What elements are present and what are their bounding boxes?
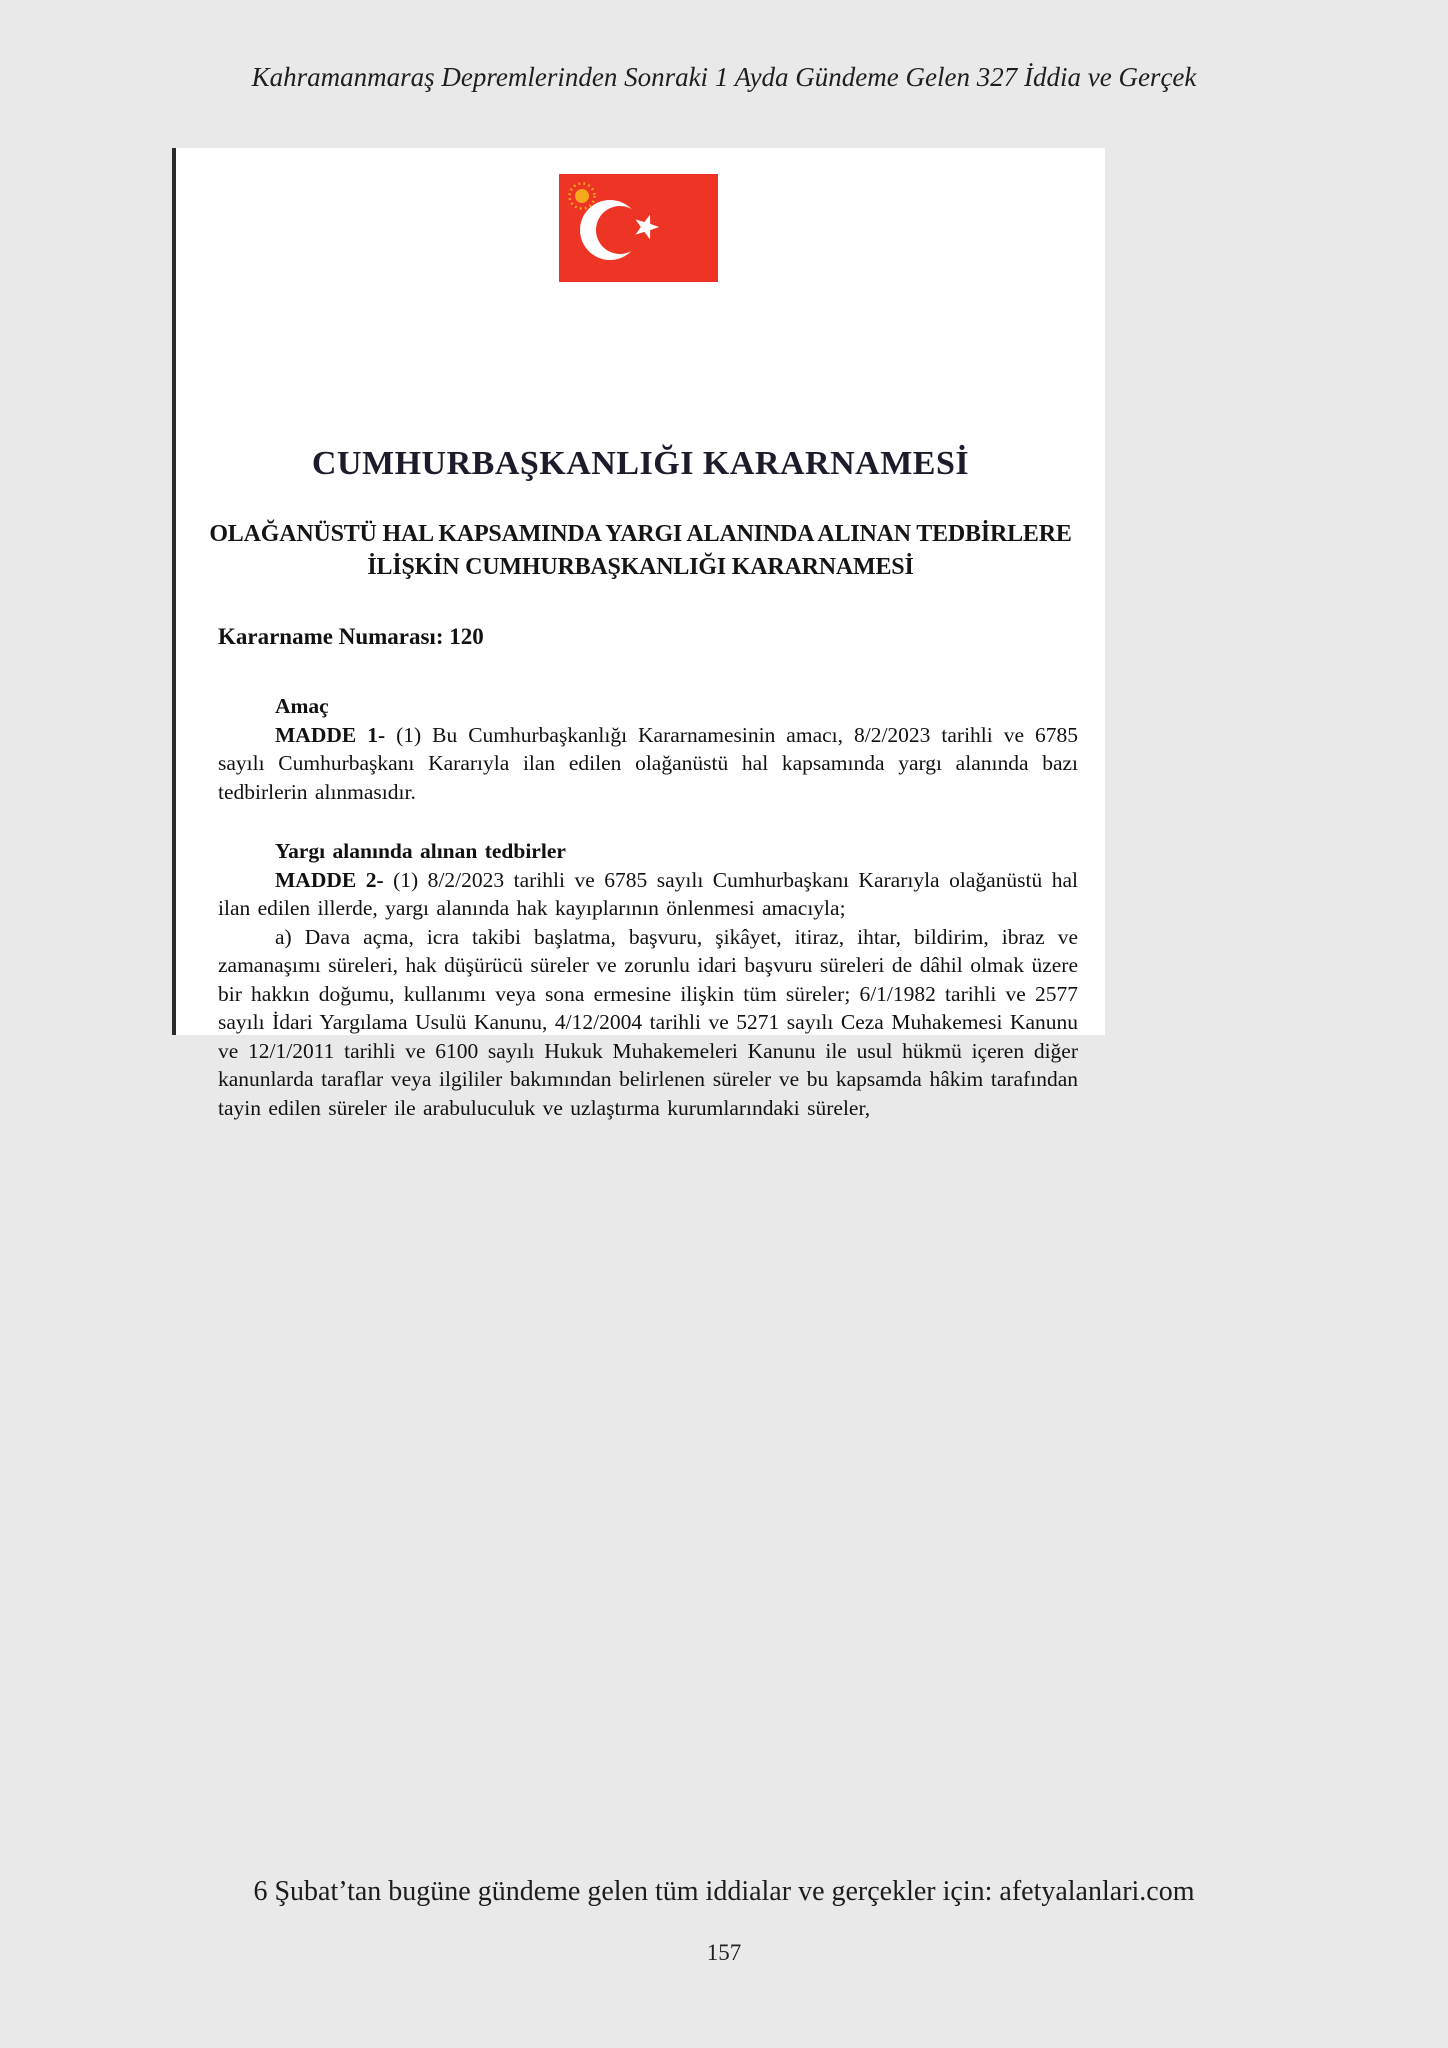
decree-subtitle [176,518,1105,584]
turkish-presidential-flag-icon [559,174,718,282]
decree-title: CUMHURBAŞKANLIĞI KARARNAMESİ [311,445,970,482]
paragraph-madde2 [218,866,1078,923]
page-number: 157 [706,1940,742,1965]
madde2-label: MADDE 2- [275,867,384,892]
section-heading-tedbirler: Yargı alanında alınan tedbirler [275,839,566,863]
decree-subtitle-line2: İLİŞKİN CUMHURBAŞKANLIĞI KARARNAMESİ [367,554,914,580]
madde2-text: (1) 8/2/2023 tarihli ve 6785 sayılı Cumhurbaşkanı Kararıyla olağanüstü hal ilan edilen illerde, yargı alanında hak kayıplarının önlenmesi amacıyla; [218,867,1078,920]
paragraph-madde1 [218,721,1078,807]
decree-subtitle-line1: OLAĞANÜSTÜ HAL KAPSAMINDA YARGI ALANINDA ALINAN TEDBİRLERE [209,521,1072,547]
section-heading-amac: Amaç [275,694,329,718]
madde1-label: MADDE 1- [275,722,386,747]
page-header-title: Kahramanmaraş Depremlerinden Sonraki 1 Ayda Gündeme Gelen 327 İddia ve Gerçek [251,62,1197,92]
decree-document-image [172,148,1105,1120]
paragraph-item-a: a) Dava açma, icra takibi başlatma, başvuru, şikâyet, itiraz, ihtar, bildirim, ibraz ve zamanaşımı süreleri, hak düşürücü süreler ve zorunlu idari başvuru süreleri de dâhil olmak üzere bir hakkın doğumu, kullanımı veya sona ermesine ilişkin tüm süreler; 6/1/1982 tarihli ve 2577 sayılı İdari Yargılama Usulü Kanunu, 4/12/2004 tarihli ve 5271 sayılı Ceza Muhakemesi Kanunu ve 12/1/2011 tarihli ve 6100 sayılı Hukuk Muhakemeleri Kanunu ile usul hükmü içeren diğer kanunlarda taraflar veya ilgililer bakımından belirlenen süreler ve bu kapsamda hâkim tarafından tayin edilen süreler ile arabuluculuk ve uzlaştırma kurumlarındaki süreler, [218,924,1078,1120]
decree-body [218,692,1078,1122]
sun-icon [575,189,589,203]
page-footer-note: 6 Şubat’tan bugüne gündeme gelen tüm iddialar ve gerçekler için: afetyalanlari.com [253,1876,1195,1907]
madde1-text: (1) Bu Cumhurbaşkanlığı Kararnamesinin amacı, 8/2/2023 tarihli ve 6785 sayılı Cumhurbaşkanı Kararıyla ilan edilen olağanüstü hal kapsamında yargı alanında bazı tedbirlerin alınmasıdır. [218,722,1078,804]
crescent-cutout [596,206,644,254]
decree-number: Kararname Numarası: 120 [218,624,484,649]
